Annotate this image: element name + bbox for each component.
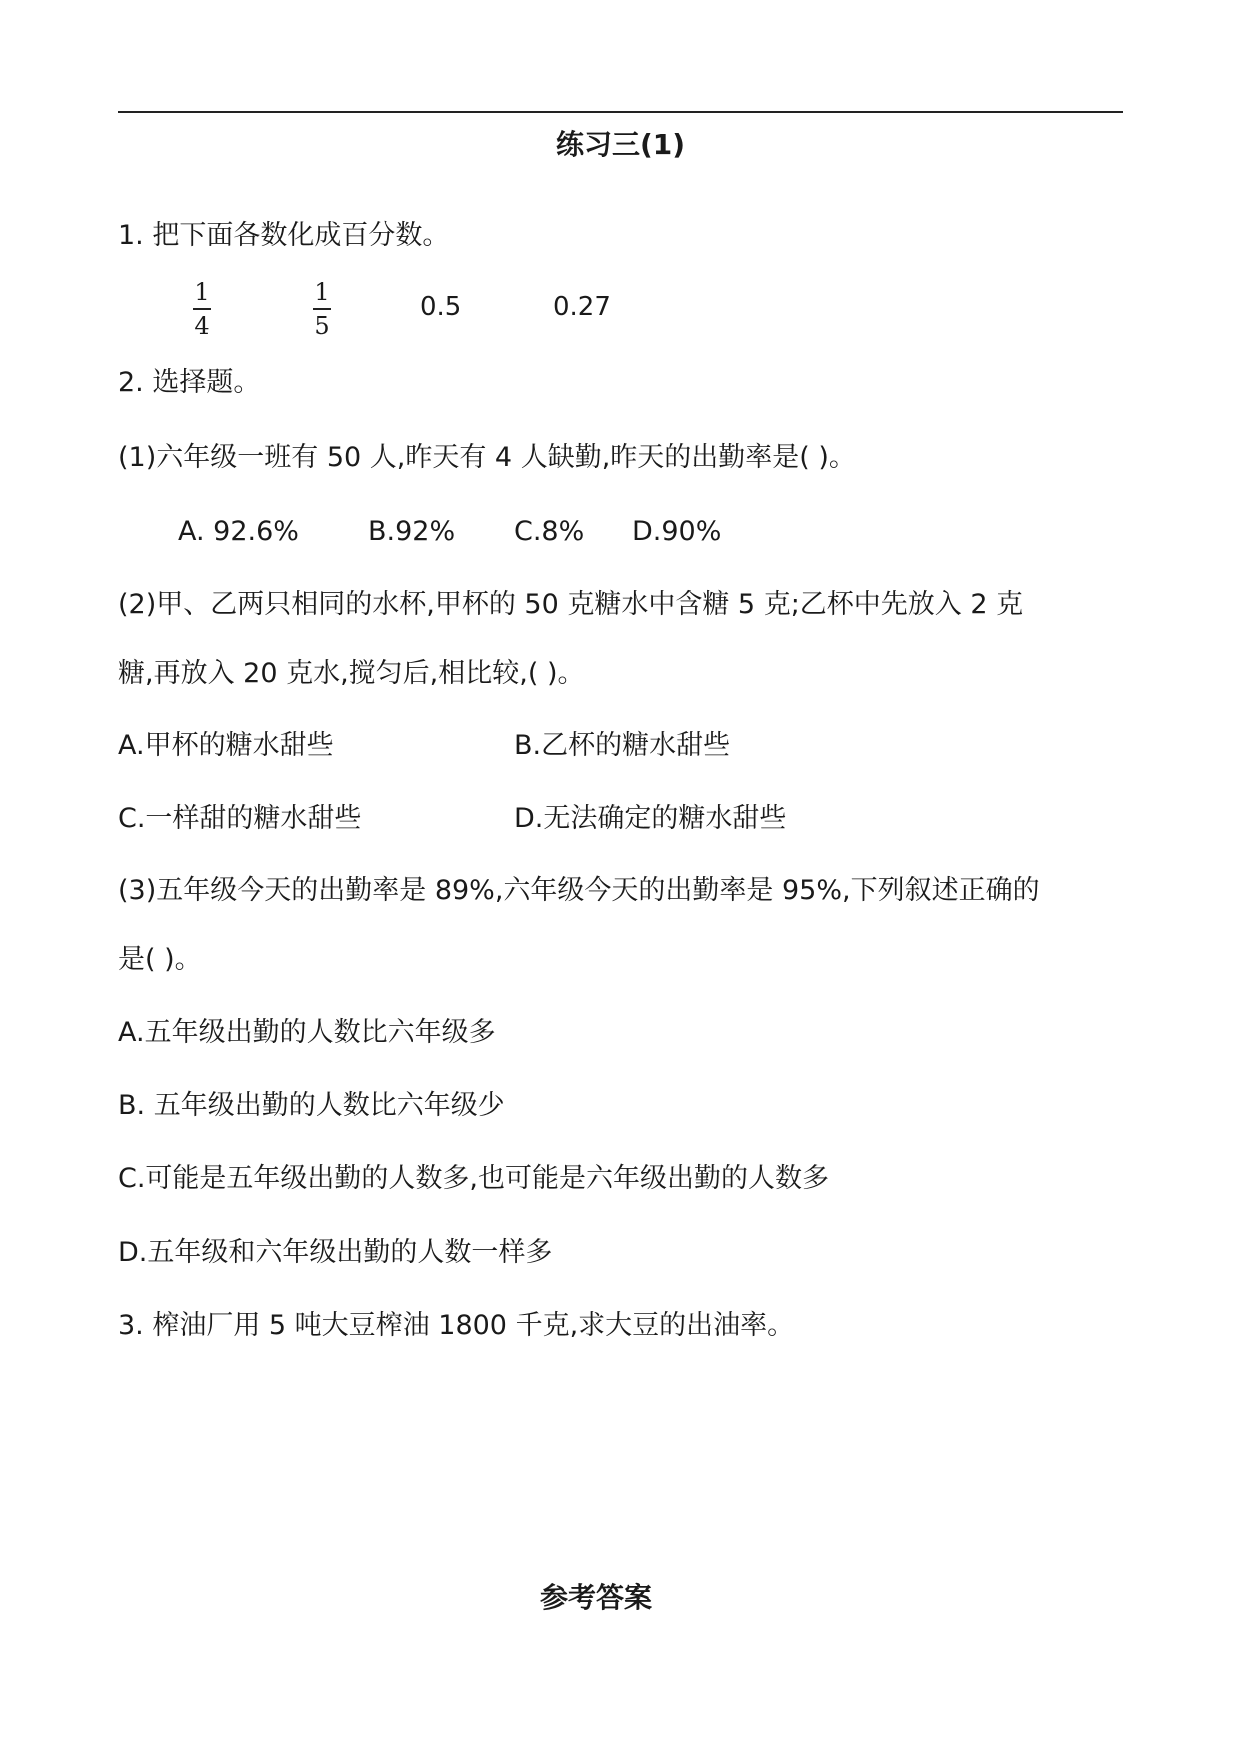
q2-part1-option-a: A. 92.6% — [178, 516, 299, 547]
fraction-one-fifth — [302, 278, 342, 340]
q2-part2-option-c: C.一样甜的糖水甜些 — [118, 803, 362, 834]
fraction-denominator: 5 — [314, 312, 330, 340]
q2-part1-option-b: B.92% — [368, 516, 456, 547]
fraction-denominator: 4 — [194, 312, 210, 340]
q2-part2-stem-line1: (2)甲、乙两只相同的水杯,甲杯的 50 克糖水中含糖 5 克;乙杯中先放入 2 克 — [118, 589, 1024, 620]
q2-part1-option-d: D.90% — [632, 516, 722, 547]
q2-part3-stem-line1: (3)五年级今天的出勤率是 89%,六年级今天的出勤率是 95%,下列叙述正确的 — [118, 875, 1040, 906]
q2-part2-option-b: B.乙杯的糖水甜些 — [514, 730, 731, 761]
q2-part3-option-d: D.五年级和六年级出勤的人数一样多 — [118, 1237, 553, 1268]
decimal-value: 0.5 — [420, 292, 462, 322]
header-rule — [118, 111, 1123, 113]
fraction-bar — [193, 308, 211, 310]
question-1-text: 1. 把下面各数化成百分数。 — [118, 220, 450, 251]
q2-part1-stem: (1)六年级一班有 50 人,昨天有 4 人缺勤,昨天的出勤率是( )。 — [118, 442, 856, 473]
page-title: 练习三(1) — [556, 128, 686, 161]
decimal-value: 0.27 — [553, 292, 611, 322]
q2-part3-stem-line2: 是( )。 — [118, 944, 202, 975]
fraction-numerator: 1 — [314, 278, 330, 306]
q2-part3-option-b: B. 五年级出勤的人数比六年级少 — [118, 1090, 505, 1121]
fraction-one-quarter — [182, 278, 222, 340]
q2-part3-option-c: C.可能是五年级出勤的人数多,也可能是六年级出勤的人数多 — [118, 1163, 830, 1194]
fraction-numerator: 1 — [194, 278, 210, 306]
q2-part2-option-d: D.无法确定的糖水甜些 — [514, 803, 787, 834]
question-2-text: 2. 选择题。 — [118, 367, 261, 398]
q2-part1-option-c: C.8% — [514, 516, 585, 547]
q2-part2-option-a: A.甲杯的糖水甜些 — [118, 730, 334, 761]
question-3-text: 3. 榨油厂用 5 吨大豆榨油 1800 千克,求大豆的出油率。 — [118, 1310, 795, 1341]
answers-title: 参考答案 — [540, 1581, 653, 1614]
q2-part2-stem-line2: 糖,再放入 20 克水,搅匀后,相比较,( )。 — [118, 658, 585, 689]
fraction-bar — [313, 308, 331, 310]
q2-part3-option-a: A.五年级出勤的人数比六年级多 — [118, 1017, 496, 1048]
